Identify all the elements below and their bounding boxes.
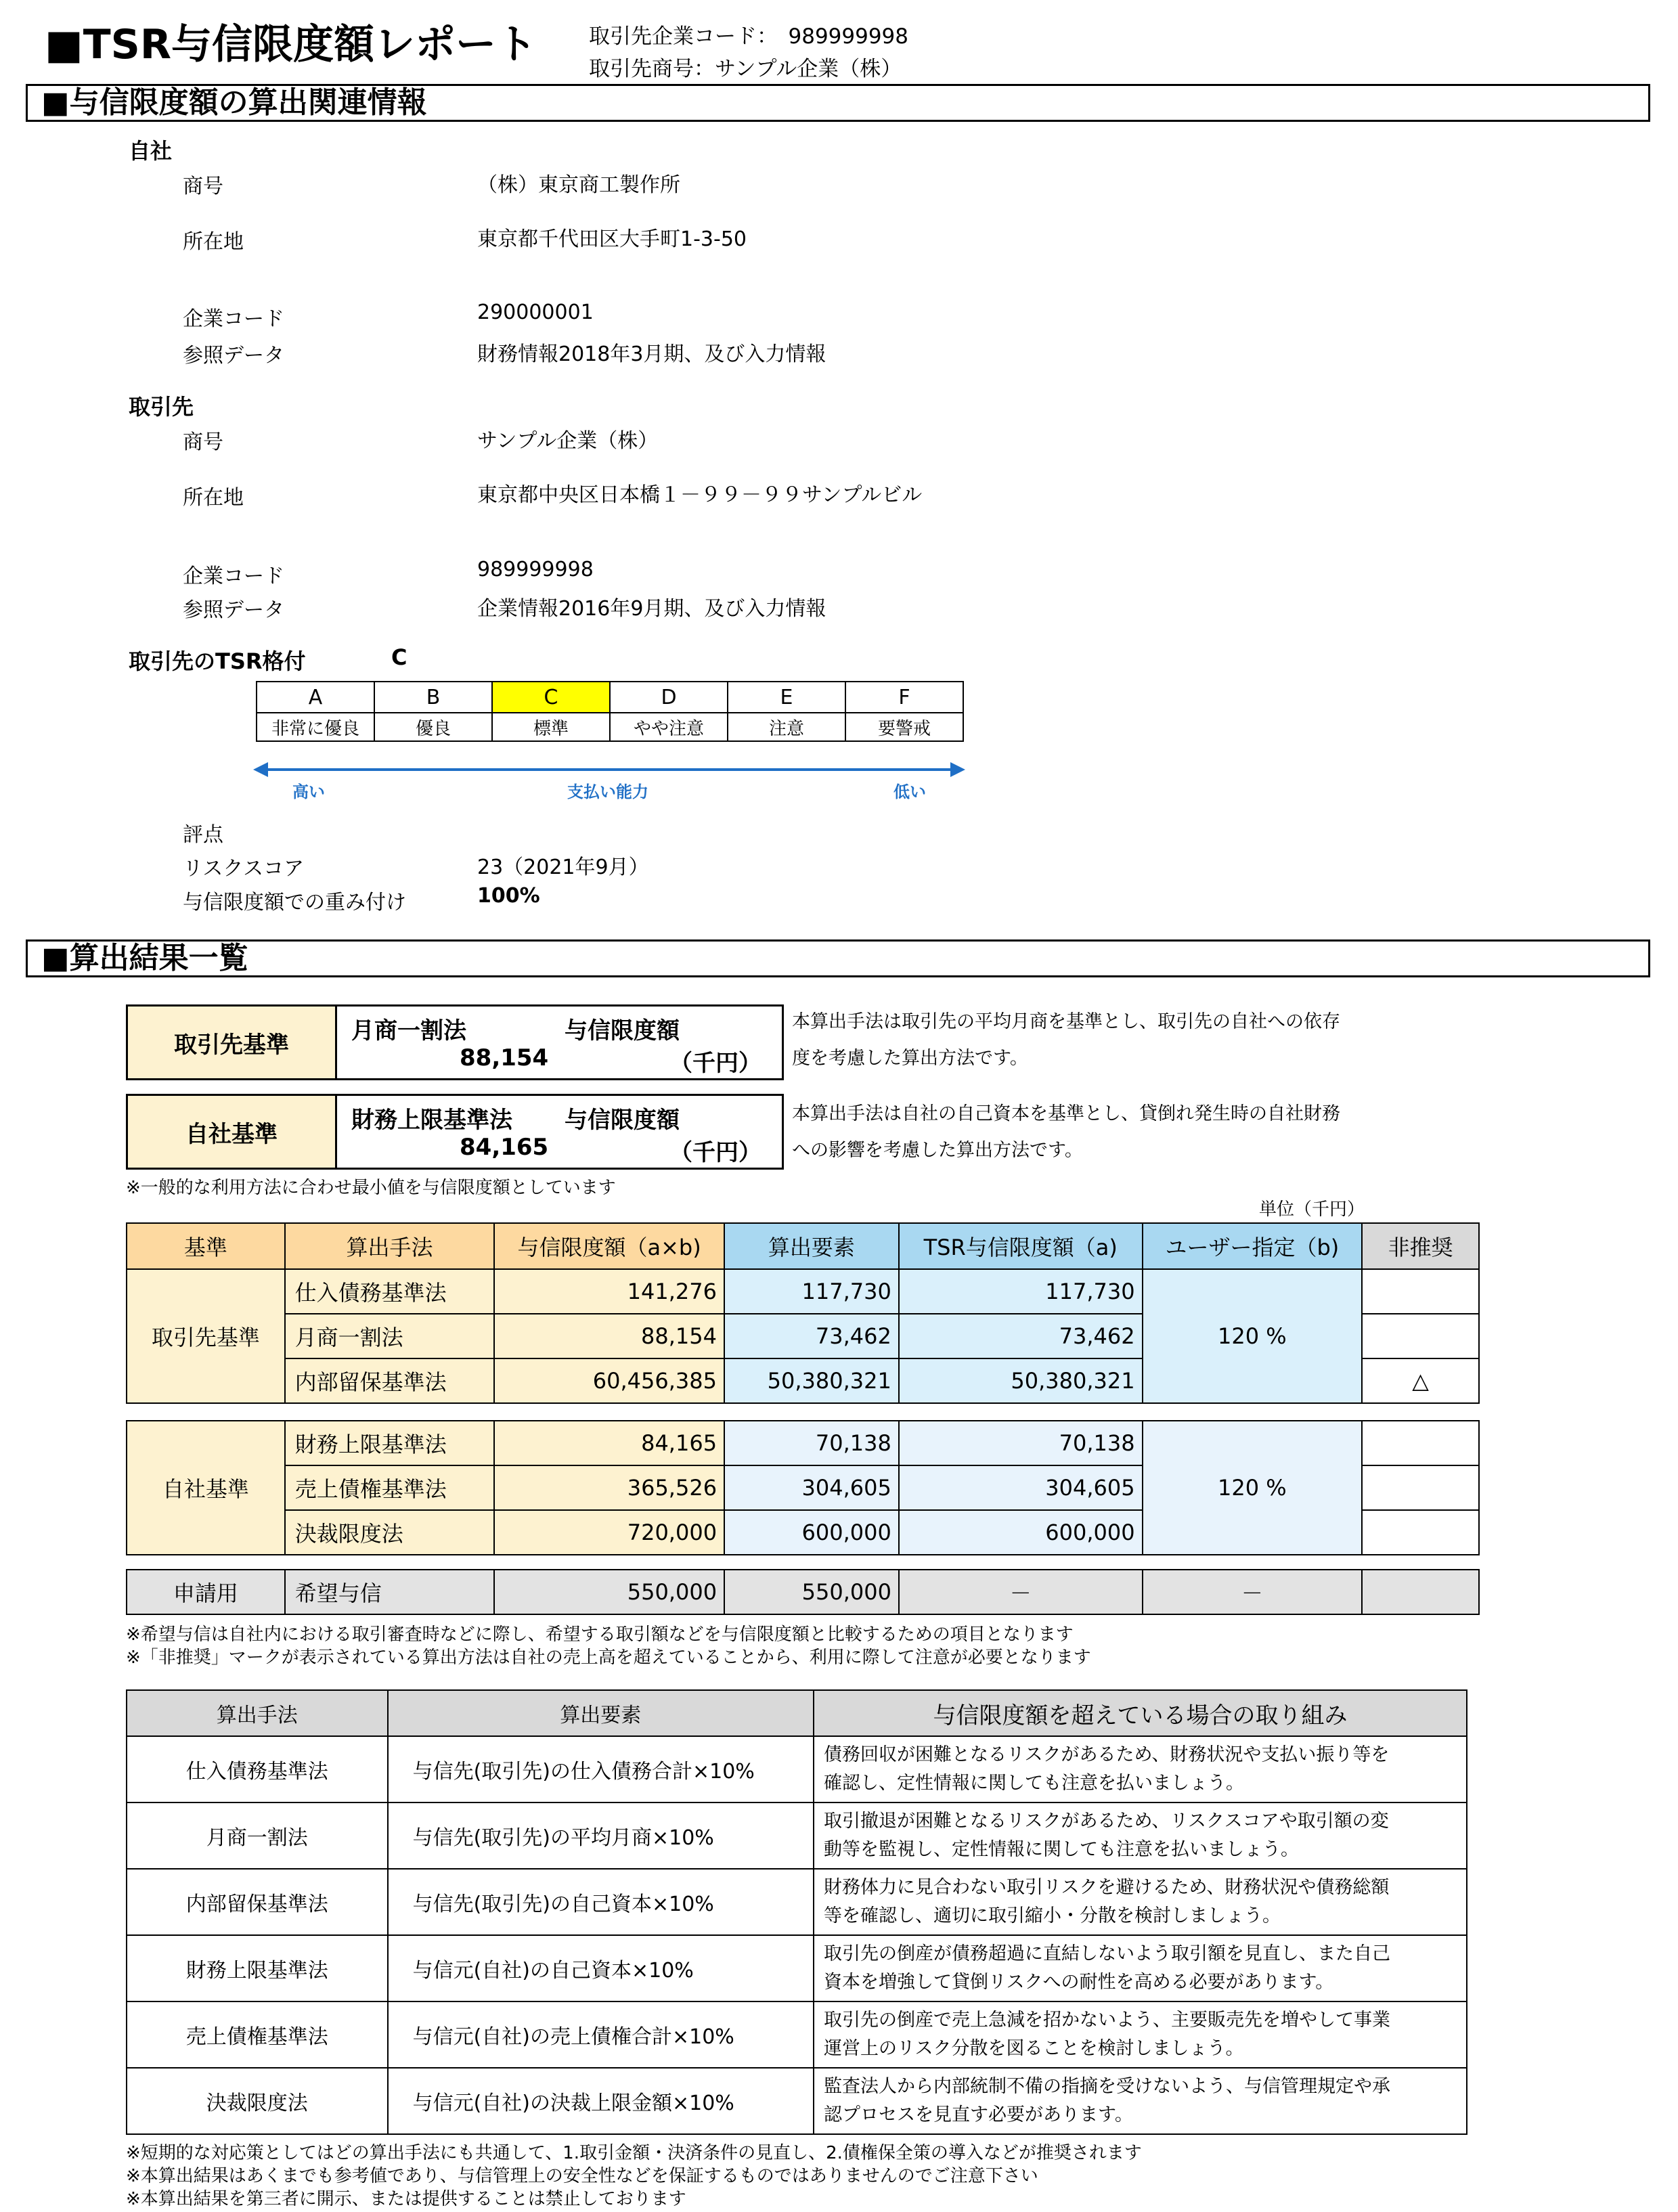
partner-name-line: 取引先商号：サンプル企業（株） [589, 57, 902, 81]
bottom-row-method: 仕入債務基準法 [127, 1736, 388, 1802]
group-self-label: 自社基準 [127, 1421, 285, 1555]
row-limit: 88,154 [494, 1314, 724, 1358]
bottom-row-method: 月商一割法 [127, 1802, 388, 1869]
arrow-center-label: 支払い能力 [567, 782, 648, 801]
summary-box-self-unit: （千円） [669, 1139, 761, 1166]
partner-code-label: 企業コード [183, 565, 284, 588]
footer-note-1: ※短期的な対応策としてはどの算出手法にも共通して、1.取引金額・決済条件の見直し、2.債権保全策の導入などが推奨されます [126, 2143, 1142, 2163]
section-bar-info [26, 84, 1650, 122]
summary-box-self-desc-2: への影響を考慮した算出方法です。 [792, 1140, 1083, 1161]
bottom-row-action-line-2: 動等を監視し、定性情報に関しても注意を払いましょう。 [824, 1839, 1299, 1860]
request-user: － [1143, 1570, 1363, 1614]
self-addr-label: 所在地 [183, 230, 244, 254]
group-partner-user: 120 % [1143, 1269, 1363, 1403]
bottom-row-action-line-1: 取引先の倒産で売上急減を招かないよう、主要販売先を増やして事業 [824, 2010, 1390, 2031]
row-method: 財務上限基準法 [285, 1421, 495, 1465]
bottom-row-factor: 与信先(取引先)の自己資本×10% [388, 1869, 814, 1935]
summary-box-self-method: 財務上限基準法 [351, 1107, 512, 1134]
unit-label: 単位（千円） [1259, 1199, 1365, 1220]
grade-b: B [374, 682, 492, 713]
main-result-table-request [126, 1569, 1480, 1615]
request-limit: 550,000 [494, 1570, 724, 1614]
partner-code-line: 取引先企業コード： 989999998 [589, 24, 909, 49]
risk-score-value: 23（2021年9月） [477, 856, 649, 879]
bottom-row-action-line-1: 取引撤退が困難となるリスクがあるため、リスクスコアや取引額の変 [824, 1811, 1389, 1832]
row-factor: 600,000 [724, 1510, 899, 1555]
row-factor: 70,138 [724, 1421, 899, 1465]
row-method: 仕入債務基準法 [285, 1269, 495, 1314]
bottom-header-factor: 算出要素 [388, 1690, 814, 1736]
row-limit: 60,456,385 [494, 1358, 724, 1403]
request-flag [1362, 1570, 1479, 1614]
request-label: 申請用 [127, 1570, 285, 1614]
row-limit: 720,000 [494, 1510, 724, 1555]
bottom-row-method: 内部留保基準法 [127, 1869, 388, 1935]
method-action-table [126, 1689, 1467, 2135]
score-heading: 評点 [183, 823, 223, 847]
grade-a-label: 非常に優良 [257, 713, 374, 741]
row-limit: 365,526 [494, 1465, 724, 1510]
header-method: 算出手法 [285, 1223, 495, 1269]
bottom-row-action [814, 1802, 1467, 1869]
row-flag [1362, 1465, 1479, 1510]
footer-note-2: ※本算出結果はあくまでも参考値であり、与信管理上の安全性などを保証するものではありませんのでご注意下さい [126, 2166, 1038, 2186]
row-tsr: 117,730 [899, 1269, 1143, 1314]
row-method: 売上債権基準法 [285, 1465, 495, 1510]
bottom-row-action-line-2: 資本を増強して貸倒リスクへの耐性を高める必要があります。 [824, 1972, 1334, 1993]
self-code-value: 290000001 [477, 301, 594, 324]
arrow-head-right [950, 762, 965, 777]
bottom-row-action [814, 1736, 1467, 1802]
summary-box-self-limit-label: 与信限度額 [565, 1107, 680, 1134]
header-user: ユーザー指定（b) [1143, 1223, 1363, 1269]
summary-box-partner [126, 1004, 784, 1080]
bottom-row-factor: 与信元(自社)の自己資本×10% [388, 1935, 814, 2001]
summary-box-partner-amount: 88,154 [460, 1044, 549, 1071]
bottom-row-action-line-2: 確認し、定性情報に関しても注意を払いましょう。 [824, 1773, 1244, 1794]
header-limit: 与信限度額（a×b) [494, 1223, 724, 1269]
bottom-row-method: 決裁限度法 [127, 2068, 388, 2134]
summary-box-self-label: 自社基準 [128, 1096, 337, 1168]
summary-box-partner-unit: （千円） [669, 1050, 761, 1077]
arrow-left-label: 高い [292, 782, 325, 801]
self-code-label: 企業コード [183, 307, 284, 331]
grade-e: E [728, 682, 845, 713]
summary-box-partner-desc-2: 度を考慮した算出方法です。 [792, 1048, 1028, 1069]
row-factor: 117,730 [724, 1269, 899, 1314]
bottom-row-action-line-2: 等を確認し、適切に取引縮小・分散を検討しましょう。 [824, 1905, 1281, 1926]
self-heading: 自社 [129, 138, 173, 164]
partner-ref-label: 参照データ [183, 598, 284, 622]
bottom-header-action: 与信限度額を超えている場合の取り組み [814, 1690, 1467, 1736]
grade-b-label: 優良 [374, 713, 492, 741]
summary-box-self [126, 1094, 784, 1170]
bottom-header-method: 算出手法 [127, 1690, 388, 1736]
grade-c-label: 標準 [492, 713, 610, 741]
self-ref-value: 財務情報2018年3月期、及び入力情報 [477, 342, 826, 366]
main-result-table-self [126, 1420, 1480, 1555]
row-flag [1362, 1269, 1479, 1314]
bottom-row-action [814, 1935, 1467, 2001]
bottom-row-action-line-1: 監査法人から内部統制不備の指摘を受けないよう、与信管理規定や承 [824, 2076, 1390, 2097]
bottom-row-action [814, 2068, 1467, 2134]
note-request-1: ※希望与信は自社内における取引審査時などに際し、希望する取引額などを与信限度額と比較するための項目となります [126, 1624, 1074, 1645]
partner-name-label: 商号 [183, 430, 223, 454]
bottom-row-action-line-1: 財務体力に見合わない取引リスクを避けるため、財務状況や債務総額 [824, 1877, 1390, 1898]
rating-scale-table [256, 681, 964, 742]
row-flag [1362, 1510, 1479, 1555]
payment-ability-arrow [253, 759, 965, 780]
bottom-row-factor: 与信元(自社)の売上債権合計×10% [388, 2001, 814, 2068]
summary-box-partner-desc-1: 本算出手法は取引先の平均月商を基準とし、取引先の自社への依存 [792, 1011, 1340, 1032]
row-limit: 141,276 [494, 1269, 724, 1314]
grade-d-label: やや注意 [610, 713, 728, 741]
request-method: 希望与信 [285, 1570, 495, 1614]
grade-f: F [845, 682, 963, 713]
self-name-label: 商号 [183, 175, 223, 198]
section-title-info: ■与信限度額の算出関連情報 [41, 85, 427, 120]
row-tsr: 50,380,321 [899, 1358, 1143, 1403]
grade-f-label: 要警戒 [845, 713, 963, 741]
main-result-table [126, 1222, 1480, 1404]
grade-d: D [610, 682, 728, 713]
header-factor: 算出要素 [724, 1223, 899, 1269]
row-factor: 304,605 [724, 1465, 899, 1510]
row-factor: 50,380,321 [724, 1358, 899, 1403]
row-method: 月商一割法 [285, 1314, 495, 1358]
risk-score-label: リスクスコア [183, 857, 305, 881]
grade-a: A [257, 682, 374, 713]
row-flag: △ [1362, 1358, 1479, 1403]
request-tsr: － [899, 1570, 1143, 1614]
row-method: 内部留保基準法 [285, 1358, 495, 1403]
row-tsr: 73,462 [899, 1314, 1143, 1358]
group-partner-label: 取引先基準 [127, 1269, 285, 1403]
row-limit: 84,165 [494, 1421, 724, 1465]
partner-ref-value: 企業情報2016年9月期、及び入力情報 [477, 597, 826, 621]
partner-addr-label: 所在地 [183, 486, 244, 510]
bottom-row-factor: 与信先(取引先)の平均月商×10% [388, 1802, 814, 1869]
rating-label: 取引先のTSR格付 [129, 648, 306, 674]
row-tsr: 600,000 [899, 1510, 1143, 1555]
bottom-row-action [814, 2001, 1467, 2068]
summary-box-self-desc-1: 本算出手法は自社の自己資本を基準とし、貸倒れ発生時の自社財務 [792, 1103, 1340, 1124]
arrow-right-label: 低い [893, 782, 926, 801]
row-tsr: 70,138 [899, 1421, 1143, 1465]
bottom-row-factor: 与信元(自社)の決裁上限金額×10% [388, 2068, 814, 2134]
partner-heading: 取引先 [129, 394, 194, 420]
section-title-results: ■算出結果一覧 [41, 941, 248, 975]
bottom-row-action-line-1: 取引先の倒産が債務超過に直結しないよう取引額を見直し、また自己 [824, 1943, 1390, 1964]
section-bar-results [26, 939, 1650, 977]
bottom-row-action [814, 1869, 1467, 1935]
bottom-row-method: 売上債権基準法 [127, 2001, 388, 2068]
weight-label: 与信限度額での重み付け [183, 891, 406, 914]
rating-value: C [391, 644, 407, 670]
header-tsr: TSR与信限度額（a) [899, 1223, 1143, 1269]
bottom-row-action-line-2: 運営上のリスク分散を図ることを検討しましょう。 [824, 2038, 1244, 2059]
note-minimum: ※一般的な利用方法に合わせ最小値を与信限度額としています [126, 1178, 616, 1198]
self-addr-value: 東京都千代田区大手町1-3-50 [477, 227, 747, 251]
request-factor: 550,000 [724, 1570, 899, 1614]
bottom-row-action-line-2: 認プロセスを見直す必要があります。 [824, 2104, 1133, 2125]
note-request-2: ※「非推奨」マークが表示されている算出方法は自社の売上高を超えていることから、利用に際して注意が必要となります [126, 1647, 1091, 1668]
self-name-value: （株）東京商工製作所 [477, 173, 680, 197]
bottom-row-action-line-1: 債務回収が困難となるリスクがあるため、財務状況や支払い振り等を [824, 1744, 1390, 1765]
grade-e-label: 注意 [728, 713, 845, 741]
row-method: 決裁限度法 [285, 1510, 495, 1555]
self-ref-label: 参照データ [183, 344, 284, 368]
group-self-user: 120 % [1143, 1421, 1363, 1555]
summary-box-self-amount: 84,165 [460, 1134, 549, 1161]
row-flag [1362, 1314, 1479, 1358]
report-title: ■TSR与信限度額レポート [45, 21, 537, 68]
bottom-row-method: 財務上限基準法 [127, 1935, 388, 2001]
summary-box-partner-method: 月商一割法 [351, 1017, 466, 1044]
arrow-head-left [253, 762, 268, 777]
header-not-recommended: 非推奨 [1362, 1223, 1479, 1269]
summary-box-partner-limit-label: 与信限度額 [565, 1017, 680, 1044]
partner-name-value: サンプル企業（株） [477, 429, 659, 453]
bottom-row-factor: 与信先(取引先)の仕入債務合計×10% [388, 1736, 814, 1802]
partner-code-value: 989999998 [477, 558, 594, 581]
row-tsr: 304,605 [899, 1465, 1143, 1510]
footer-note-3: ※本算出結果を第三者に開示、または提供することは禁止しております [126, 2189, 686, 2209]
partner-addr-value: 東京都中央区日本橋１－９９－９９サンプルビル [477, 483, 923, 507]
grade-c: C [492, 682, 610, 713]
weight-value: 100% [477, 884, 540, 908]
header-basis: 基準 [127, 1223, 285, 1269]
row-flag [1362, 1421, 1479, 1465]
summary-box-partner-label: 取引先基準 [128, 1007, 337, 1078]
row-factor: 73,462 [724, 1314, 899, 1358]
